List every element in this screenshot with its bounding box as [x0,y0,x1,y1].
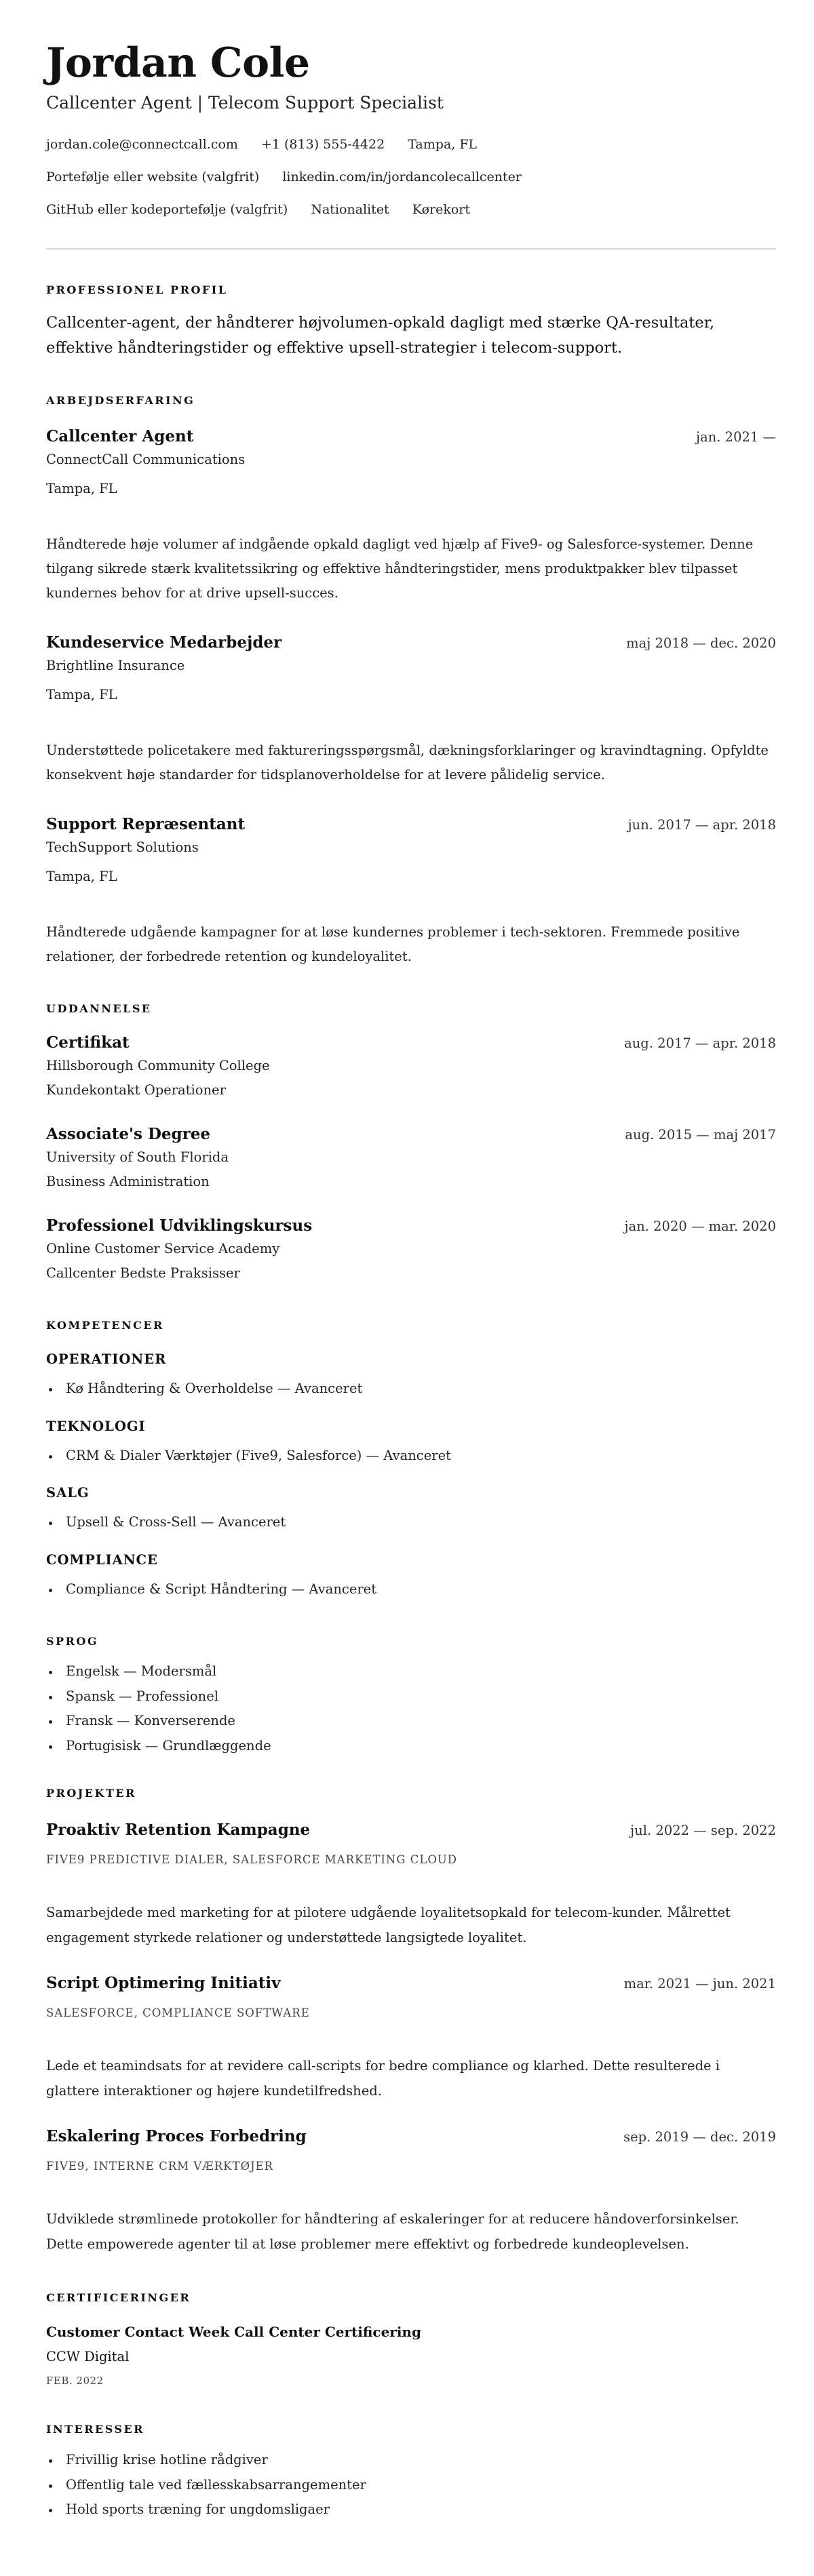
project-header [46,1973,776,1994]
experience-section [46,393,776,969]
skill-list [46,1510,776,1535]
job-description: Håndterede udgående kampagner for at løse kundernes problemer i tech-sektoren. Fremmede positive relationer, der forbedrede retention og kundeloyalitet. [46,924,740,964]
education-entry [46,1124,776,1194]
project-name: Script Optimering Initiativ [46,1974,281,1992]
project-description: Samarbejdede med marketing for at pilotere udgående loyalitetsopkald for telecom-kunder. Målrettet engagement styrkede relationer og understøttede langsigtede loyalitet. [46,1905,731,1945]
job-header [46,814,776,835]
contact-row [46,193,776,226]
resume-header [46,39,776,226]
skill-category-title: SALG [46,1485,90,1501]
certifications-section [46,2290,776,2389]
job-header [46,427,776,448]
job-header [46,633,776,654]
certification-entry [46,2322,776,2389]
skills-section [46,1317,776,1602]
company-name: TechSupport Solutions [46,839,199,855]
project-description: Udviklede strømlinede protokoller for håndtering af eskaleringer for at reducere håndoverforsinkelser. Dette empowerede agenter til at løse problemer mere effektivt og forbedrede kundeoplevelsen. [46,2211,739,2252]
project-entry [46,1973,776,2103]
section-title: PROJEKTER [46,1787,136,1800]
language-item: Spansk — Professionel [46,1684,776,1709]
job-description: Håndterede høje volumer af indgående opkald dagligt ved hjælp af Five9- og Salesforce-systemer. Denne tilgang sikrede stærk kvalitetssikring og effektive håndteringstider, mens produktpakker blev tilpasset kundernes behov for at drive upsell-succes. [46,536,754,601]
skill-item: CRM & Dialer Værktøjer (Five9, Salesforce) — Avanceret [46,1444,776,1469]
project-date: mar. 2021 — jun. 2021 [623,1976,776,1992]
interest-item: Offentlig tale ved fællesskabsarrangementer [46,2473,776,2498]
interest-list [46,2448,776,2522]
portfolio-link[interactable]: Portefølje eller website (valgfrit) [46,170,260,184]
degree-title: Certifikat [46,1033,130,1052]
project-date: sep. 2019 — dec. 2019 [623,2129,776,2145]
project-header [46,2126,776,2147]
project-description: Lede et teamindsats for at revidere call-scripts for bedre compliance og klarhed. Dette resulterede i glattere interaktioner og højere kundetilfredshed. [46,2058,720,2099]
education-list [46,1033,776,1286]
email-link[interactable]: jordan.cole@connectcall.com [46,137,238,152]
project-name: Proaktiv Retention Kampagne [46,1821,311,1839]
job-date: jun. 2017 — apr. 2018 [627,817,776,833]
project-entry [46,2126,776,2257]
interest-item: Hold sports træning for ungdomsligaer [46,2497,776,2522]
nationality-text: Nationalitet [311,202,389,217]
certification-list [46,2322,776,2389]
drivers-license-text: Kørekort [412,202,470,217]
education-header [46,1216,776,1237]
education-header [46,1033,776,1054]
language-item: Portugisisk — Grundlæggende [46,1734,776,1759]
school-name: Online Customer Service Academy [46,1241,280,1256]
job-entry [46,814,776,969]
contact-info [46,128,776,226]
phone-text: +1 (813) 555-4422 [260,137,385,152]
language-item: Engelsk — Modersmål [46,1659,776,1684]
skill-category-title: OPERATIONER [46,1351,167,1367]
linkedin-link[interactable]: linkedin.com/in/jordancolecallcenter [282,170,522,184]
project-list [46,1820,776,2257]
job-location: Tampa, FL [46,687,117,702]
section-title: PROFESSIONEL PROFIL [46,283,228,296]
section-title: UDDANNELSE [46,1002,152,1015]
education-entry [46,1033,776,1103]
project-entry [46,1820,776,1950]
profile-section [46,282,776,361]
education-header [46,1124,776,1145]
field-of-study: Business Administration [46,1174,210,1189]
skill-list [46,1376,776,1402]
location-text: Tampa, FL [408,137,478,152]
job-list [46,427,776,969]
contact-row [46,128,776,161]
skill-item: Compliance & Script Håndtering — Avanceret [46,1577,776,1602]
skill-category-title: COMPLIANCE [46,1551,158,1568]
education-date: aug. 2017 — apr. 2018 [624,1035,776,1051]
interests-section [46,2421,776,2522]
project-tech: FIVE9, INTERNE CRM VÆRKTØJER [46,2160,274,2173]
field-of-study: Kundekontakt Operationer [46,1082,226,1098]
project-name: Eskalering Proces Forbedring [46,2127,307,2145]
project-tech: SALESFORCE, COMPLIANCE SOFTWARE [46,2006,310,2019]
job-title: Support Repræsentant [46,815,246,833]
section-title: SPROG [46,1635,98,1648]
interest-item: Frivillig krise hotline rådgiver [46,2448,776,2473]
education-entry [46,1216,776,1286]
profile-text: Callcenter-agent, der håndterer højvolumen-opkald dagligt med stærke QA-resultater, effektive håndteringstider og effektive upsell-strategier i telecom-support. [46,314,715,357]
project-tech: FIVE9 PREDICTIVE DIALER, SALESFORCE MARKETING CLOUD [46,1853,457,1866]
job-entry [46,427,776,606]
job-description: Understøttede policetakere med faktureringsspørgsmål, dækningsforklaringer og kravindtagning. Opfyldte konsekvent høje standarder for tidsplanoverholdelse for at levere pålidelig service. [46,742,769,782]
job-entry [46,633,776,787]
certification-date: FEB. 2022 [46,2375,104,2387]
skill-category-title: TEKNOLOGI [46,1418,146,1434]
section-title: KOMPETENCER [46,1319,164,1332]
language-list [46,1659,776,1758]
section-title: ARBEJDSERFARING [46,394,195,407]
contact-row [46,161,776,193]
certification-issuer: CCW Digital [46,2349,130,2364]
job-location: Tampa, FL [46,481,117,496]
company-name: Brightline Insurance [46,658,185,673]
skill-categories [46,1350,776,1602]
degree-title: Professionel Udviklingskursus [46,1216,313,1235]
job-title: Kundeservice Medarbejder [46,633,282,652]
job-date: maj 2018 — dec. 2020 [626,635,776,651]
skill-item: Kø Håndtering & Overholdelse — Avanceret [46,1376,776,1402]
skill-item: Upsell & Cross-Sell — Avanceret [46,1510,776,1535]
job-location: Tampa, FL [46,869,117,884]
language-item: Fransk — Konverserende [46,1709,776,1734]
candidate-subtitle: Callcenter Agent | Telecom Support Specialist [46,93,444,113]
header-divider [46,248,776,250]
job-date: jan. 2021 — [696,429,776,445]
section-title: INTERESSER [46,2423,144,2436]
education-section [46,1001,776,1286]
github-link[interactable]: GitHub eller kodeportefølje (valgfrit) [46,202,288,217]
languages-section [46,1633,776,1758]
school-name: Hillsborough Community College [46,1058,270,1073]
field-of-study: Callcenter Bedste Praksisser [46,1265,240,1281]
project-date: jul. 2022 — sep. 2022 [630,1823,776,1838]
education-date: aug. 2015 — maj 2017 [625,1127,776,1143]
certification-name: Customer Contact Week Call Center Certificering [46,2324,421,2340]
school-name: University of South Florida [46,1149,229,1165]
education-date: jan. 2020 — mar. 2020 [624,1218,776,1234]
skill-list [46,1444,776,1469]
company-name: ConnectCall Communications [46,452,246,467]
section-title: CERTIFICERINGER [46,2291,191,2304]
degree-title: Associate's Degree [46,1125,211,1143]
skill-list [46,1577,776,1602]
candidate-name: Jordan Cole [46,39,310,87]
projects-section [46,1785,776,2257]
job-title: Callcenter Agent [46,427,194,445]
project-header [46,1820,776,1841]
